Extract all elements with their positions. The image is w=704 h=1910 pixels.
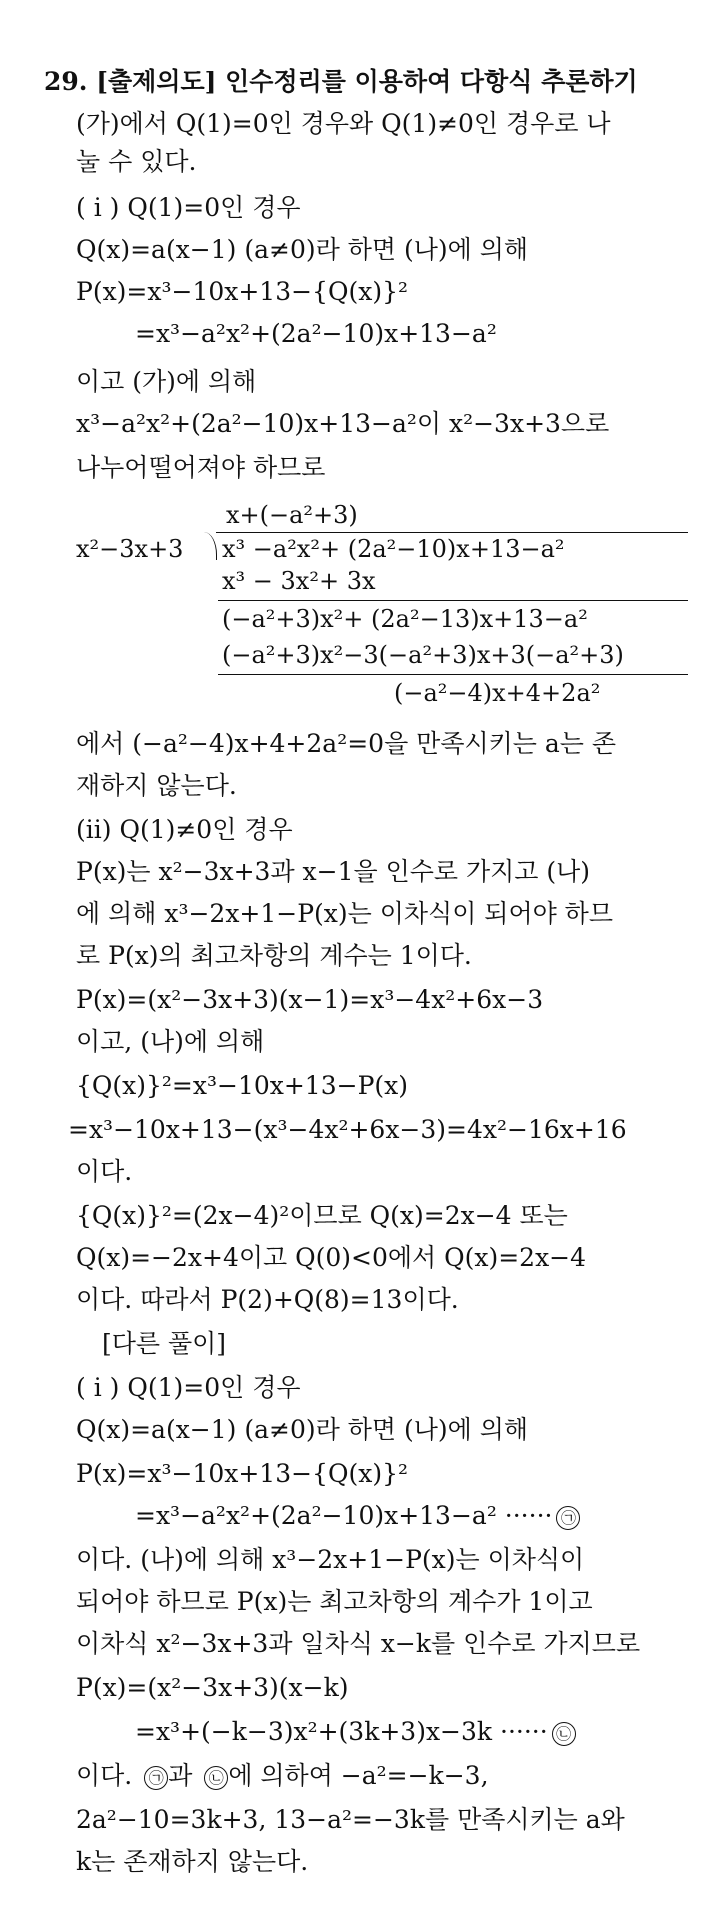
division-remainder: (−a²−4)x+4+2a² xyxy=(394,679,601,707)
case1-line: =x³−a²x²+(2a²−10)x+13−a² xyxy=(135,319,497,348)
case1-line: Q(x)=a(x−1) (a≠0)라 하면 (나)에 의해 xyxy=(76,235,529,264)
case2-line: 이다. xyxy=(76,1157,133,1186)
case2-line: =x³−10x+13−(x³−4x²+6x−3)=4x²−16x+16 xyxy=(68,1115,627,1144)
alt-line: P(x)=(x²−3x+3)(x−k) xyxy=(76,1673,349,1702)
division-step-2: (−a²+3)x²−3(−a²+3)x+3(−a²+3) xyxy=(222,641,624,669)
alt-line: P(x)=x³−10x+13−{Q(x)}² xyxy=(76,1459,408,1488)
circled-mark-1: ㉠ xyxy=(556,1506,580,1530)
division-vinculum xyxy=(216,532,688,533)
case2-line: P(x)=(x²−3x+3)(x−1)=x³−4x²+6x−3 xyxy=(76,985,544,1014)
division-divisor: x²−3x+3 xyxy=(76,535,184,563)
case2-line: {Q(x)}²=(2x−4)²이므로 Q(x)=2x−4 또는 xyxy=(76,1201,568,1230)
alt-case1-heading: ( i ) Q(1)=0인 경우 xyxy=(76,1373,301,1402)
case2-line: 이다. 따라서 P(2)+Q(8)=13이다. xyxy=(76,1285,459,1314)
alt-line: 되어야 하므로 P(x)는 최고차항의 계수가 1이고 xyxy=(76,1587,593,1616)
circled-mark-2: ㉡ xyxy=(552,1722,576,1746)
case1-line: 나누어떨어져야 하므로 xyxy=(76,453,326,482)
alt-line: k는 존재하지 않는다. xyxy=(76,1847,309,1876)
alt-heading: [다른 풀이] xyxy=(102,1329,227,1358)
case2-line: 로 P(x)의 최고차항의 계수는 1이다. xyxy=(76,941,472,970)
case1-line: 이고 (가)에 의해 xyxy=(76,367,257,396)
intro-line-2: 눌 수 있다. xyxy=(76,147,197,176)
intro-line-1: (가)에서 Q(1)=0인 경우와 Q(1)≠0인 경우로 나 xyxy=(76,109,611,138)
alt-line: Q(x)=a(x−1) (a≠0)라 하면 (나)에 의해 xyxy=(76,1415,529,1444)
case1-heading: ( i ) Q(1)=0인 경우 xyxy=(76,193,301,222)
case2-line: {Q(x)}²=x³−10x+13−P(x) xyxy=(76,1071,408,1100)
division-step-1: x³ − 3x²+ 3x xyxy=(222,567,376,595)
division-remainder-1: (−a²+3)x²+ (2a²−13)x+13−a² xyxy=(222,605,588,633)
case1-line: x³−a²x²+(2a²−10)x+13−a²이 x²−3x+3으로 xyxy=(76,409,610,438)
alt-line-with-marks xyxy=(76,1760,489,1792)
division-rule-2 xyxy=(218,674,688,675)
case2-line: Q(x)=−2x+4이고 Q(0)<0에서 Q(x)=2x−4 xyxy=(76,1243,587,1272)
division-bracket xyxy=(204,532,217,560)
case1-line: P(x)=x³−10x+13−{Q(x)}² xyxy=(76,277,408,306)
alt-line-text: =x³+(−k−3)x²+(3k+3)x−3k ······ xyxy=(135,1717,548,1746)
circled-mark-ref-1: ㉠ xyxy=(144,1766,168,1790)
case2-heading: (ii) Q(1)≠0인 경우 xyxy=(76,815,293,844)
alt-line: 이차식 x²−3x+3과 일차식 x−k를 인수로 가지므로 xyxy=(76,1629,641,1658)
problem-title: 29. [출제의도] 인수정리를 이용하여 다항식 추론하기 xyxy=(44,67,638,96)
division-rule-1 xyxy=(218,600,688,601)
case2-line: 이고, (나)에 의해 xyxy=(76,1027,265,1056)
alt-line-text: =x³−a²x²+(2a²−10)x+13−a² ······ xyxy=(135,1501,553,1530)
division-quotient: x+(−a²+3) xyxy=(226,501,358,529)
case2-line: 에 의해 x³−2x+1−P(x)는 이차식이 되어야 하므 xyxy=(76,899,613,928)
case1-end-line: 재하지 않는다. xyxy=(76,771,237,800)
case2-line: P(x)는 x²−3x+3과 x−1을 인수로 가지고 (나) xyxy=(76,857,591,886)
division-dividend: x³ −a²x²+ (2a²−10)x+13−a² xyxy=(222,535,565,563)
alt-line-text: 이다. ㉠ 과 ㉡ 에 의하여 −a²=−k−3, xyxy=(76,1761,489,1790)
long-division xyxy=(76,500,696,722)
case1-end-line: 에서 (−a²−4)x+4+2a²=0을 만족시키는 a는 존 xyxy=(76,729,617,758)
alt-line-with-mark-2 xyxy=(135,1716,576,1748)
circled-mark-ref-2: ㉡ xyxy=(204,1766,228,1790)
alt-line: 이다. (나)에 의해 x³−2x+1−P(x)는 이차식이 xyxy=(76,1545,585,1574)
alt-line-with-mark-1 xyxy=(135,1500,580,1532)
alt-line: 2a²−10=3k+3, 13−a²=−3k를 만족시키는 a와 xyxy=(76,1805,625,1834)
